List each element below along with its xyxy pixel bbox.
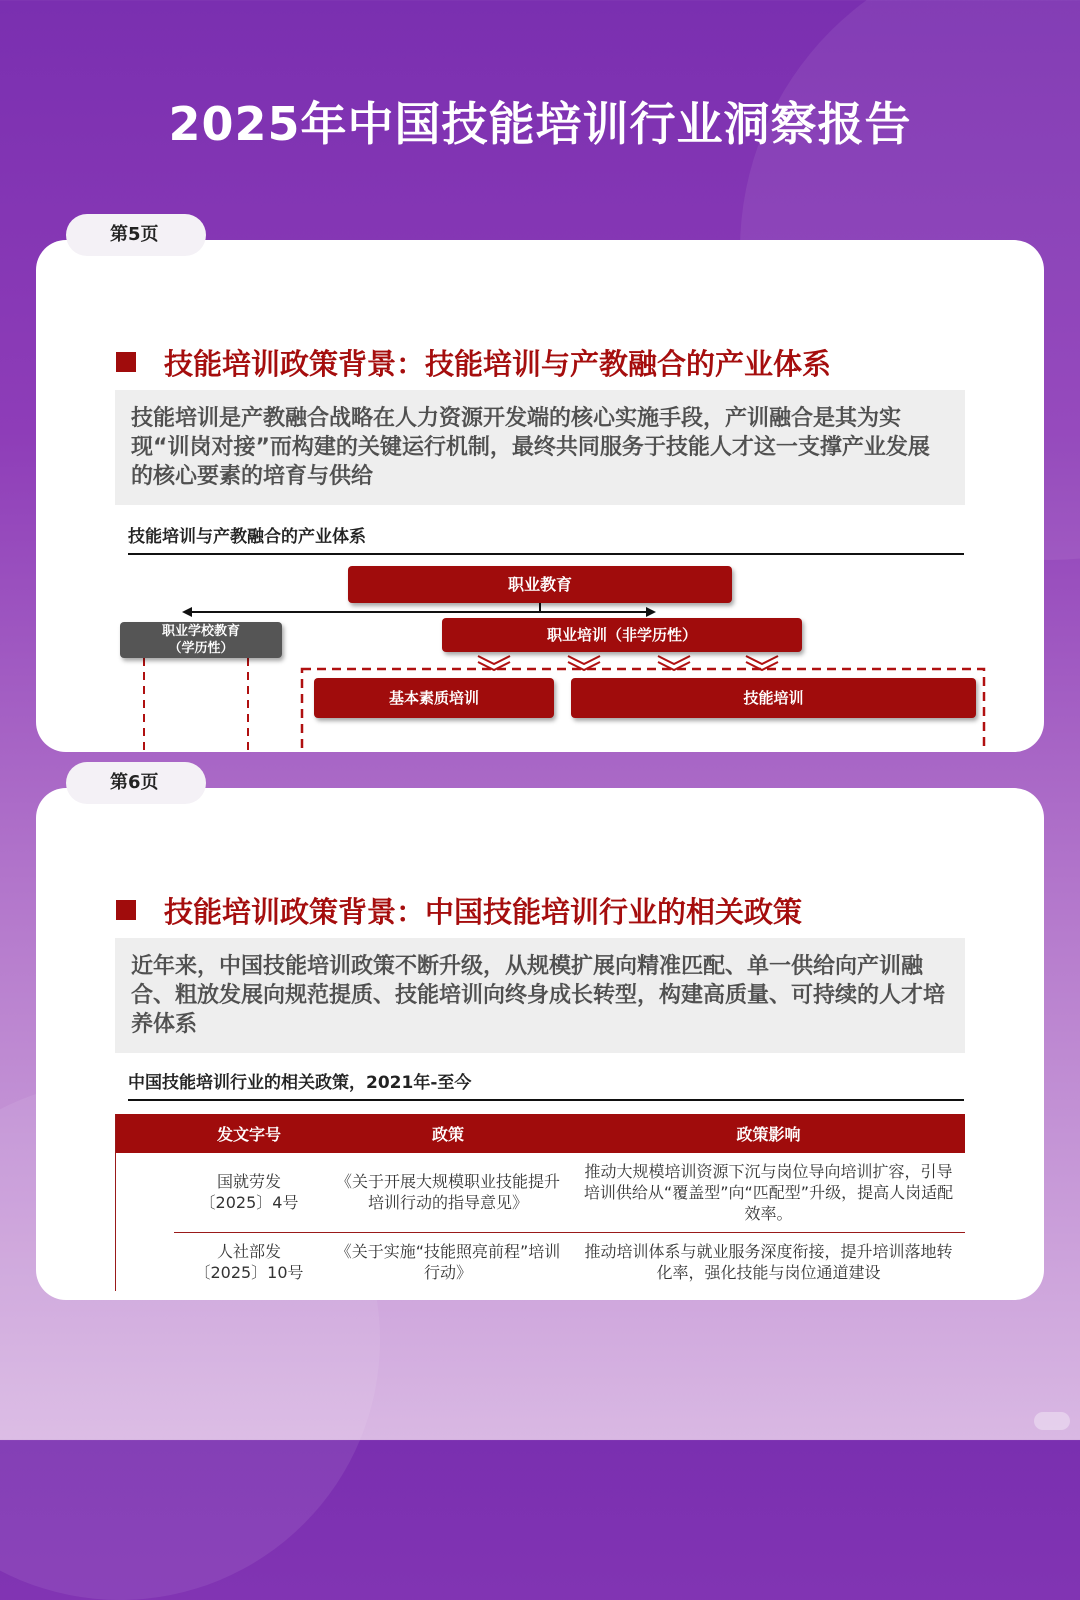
diagram-node-vocational-training: 职业培训（非学历性） xyxy=(442,618,802,652)
main-title: 2025年中国技能培训行业洞察报告 xyxy=(168,97,912,151)
diagram-connectors xyxy=(36,240,1044,752)
table-header-doc-number: 发文字号 xyxy=(174,1114,324,1153)
corner-badge xyxy=(1034,1412,1070,1430)
table-header-policy: 政策 xyxy=(324,1114,572,1153)
heading-square-icon xyxy=(116,900,136,920)
page-card-5[interactable] xyxy=(36,240,1044,752)
table-row xyxy=(116,1153,966,1233)
table-cell-doc-number: 国就劳发 〔2025〕4号 xyxy=(174,1153,324,1233)
page-tab-5[interactable]: 第5页 xyxy=(66,214,206,256)
table-cell-impact: 推动培训体系与就业服务深度衔接，提升培训落地转化率，强化技能与岗位通道建设 xyxy=(584,1242,953,1282)
table-cell-impact: 推动大规模培训资源下沉与岗位导向培训扩容，引导培训供给从“覆盖型”向“匹配型”升级，提高人岗适配效率。 xyxy=(572,1153,965,1233)
figure-title: 技能培训与产教融合的产业体系 xyxy=(128,522,964,555)
table-header-row xyxy=(116,1114,966,1153)
page-tab-6[interactable]: 第6页 xyxy=(66,762,206,804)
table-header-impact: 政策影响 xyxy=(572,1114,965,1153)
summary-box: 近年来，中国技能培训政策不断升级，从规模扩展向精准匹配、单一供给向产训融合、粗放发展向规范提质、技能培训向终身成长转型，构建高质量、可持续的人才培养体系 xyxy=(115,938,965,1053)
table-cell-policy: 《关于实施“技能照亮前程”培训行动》 xyxy=(335,1242,561,1282)
table-cell-blank xyxy=(116,1233,175,1292)
diagram-node-vocational-education: 职业教育 xyxy=(348,566,732,603)
diagram-node-vocational-school: 职业学校教育 （学历性） xyxy=(120,622,282,658)
figure-title: 中国技能培训行业的相关政策，2021年-至今 xyxy=(128,1068,964,1101)
table-cell-blank xyxy=(116,1153,175,1233)
table-cell-policy: 《关于开展大规模职业技能提升培训行动的指导意见》 xyxy=(324,1153,572,1233)
diagram-node-basic-quality-training: 基本素质培训 xyxy=(314,678,554,718)
table-row xyxy=(116,1233,966,1292)
table-cell-doc-number: 人社部发 〔2025〕10号 xyxy=(194,1242,304,1282)
summary-box: 技能培训是产教融合战略在人力资源开发端的核心实施手段，产训融合是其为实现“训岗对接”而构建的关键运行机制，最终共同服务于技能人才这一支撑产业发展的核心要素的培育与供给 xyxy=(115,390,965,505)
policy-table xyxy=(115,1114,965,1291)
section-title: 技能培训政策背景：技能培训与产教融合的产业体系 xyxy=(164,347,832,381)
table-header-blank xyxy=(116,1114,175,1153)
page-card-6[interactable] xyxy=(36,788,1044,1300)
diagram-node-skills-training: 技能培训 xyxy=(571,678,976,718)
section-title: 技能培训政策背景：中国技能培训行业的相关政策 xyxy=(164,895,803,929)
